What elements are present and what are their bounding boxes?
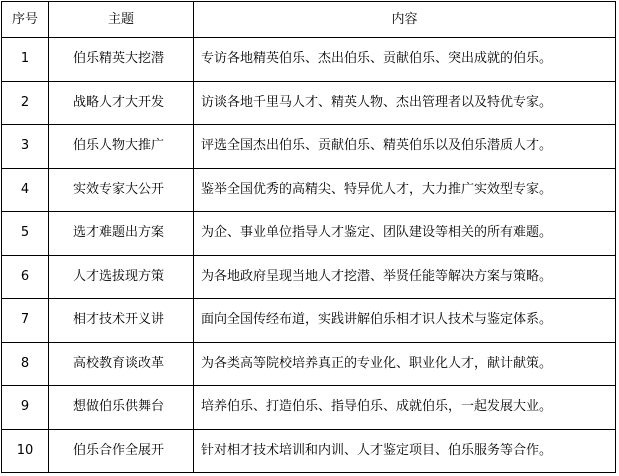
row-content: 评选全国杰出伯乐、贡献伯乐、精英伯乐以及伯乐潜质人才。 — [194, 125, 616, 169]
table-row — [2, 429, 616, 473]
row-content: 访谈各地千里马人才、精英人物、杰出管理者以及特优专家。 — [194, 81, 616, 125]
row-number: 5 — [2, 212, 49, 256]
table-row — [2, 125, 616, 169]
row-content: 针对相才技术培训和内训、人才鉴定项目、伯乐服务等合作。 — [194, 429, 616, 473]
row-number: 9 — [2, 386, 49, 430]
row-topic: 伯乐合作全展开 — [49, 429, 194, 473]
row-number: 6 — [2, 255, 49, 299]
table-row — [2, 342, 616, 386]
row-number: 8 — [2, 342, 49, 386]
row-number: 2 — [2, 81, 49, 125]
table-body — [2, 38, 616, 473]
table-header-row — [2, 2, 616, 38]
header-number: 序号 — [2, 2, 49, 38]
row-content: 培养伯乐、打造伯乐、指导伯乐、成就伯乐，一起发展大业。 — [194, 386, 616, 430]
row-number: 4 — [2, 168, 49, 212]
row-number: 10 — [2, 429, 49, 473]
row-topic: 人才选拔现方策 — [49, 255, 194, 299]
row-content: 为各地政府呈现当地人才挖潜、举贤任能等解决方案与策略。 — [194, 255, 616, 299]
table-row — [2, 38, 616, 82]
row-topic: 实效专家大公开 — [49, 168, 194, 212]
table-row — [2, 299, 616, 343]
row-topic: 相才技术开义讲 — [49, 299, 194, 343]
topic-table — [1, 1, 616, 473]
row-number: 7 — [2, 299, 49, 343]
row-topic: 高校教育谈改革 — [49, 342, 194, 386]
row-number: 3 — [2, 125, 49, 169]
row-number: 1 — [2, 38, 49, 82]
row-content: 为企、事业单位指导人才鉴定、团队建设等相关的所有难题。 — [194, 212, 616, 256]
table-row — [2, 255, 616, 299]
table-row — [2, 212, 616, 256]
row-content: 鉴举全国优秀的高精尖、特异优人才，大力推广实效型专家。 — [194, 168, 616, 212]
table-row — [2, 81, 616, 125]
table-row — [2, 168, 616, 212]
header-topic: 主题 — [49, 2, 194, 38]
header-content: 内容 — [194, 2, 616, 38]
row-topic: 选才难题出方案 — [49, 212, 194, 256]
row-topic: 战略人才大开发 — [49, 81, 194, 125]
row-topic: 想做伯乐供舞台 — [49, 386, 194, 430]
row-content: 为各类高等院校培养真正的专业化、职业化人才，献计献策。 — [194, 342, 616, 386]
table-row — [2, 386, 616, 430]
row-content: 专访各地精英伯乐、杰出伯乐、贡献伯乐、突出成就的伯乐。 — [194, 38, 616, 82]
row-content: 面向全国传经布道，实践讲解伯乐相才识人技术与鉴定体系。 — [194, 299, 616, 343]
row-topic: 伯乐精英大挖潜 — [49, 38, 194, 82]
row-topic: 伯乐人物大推广 — [49, 125, 194, 169]
